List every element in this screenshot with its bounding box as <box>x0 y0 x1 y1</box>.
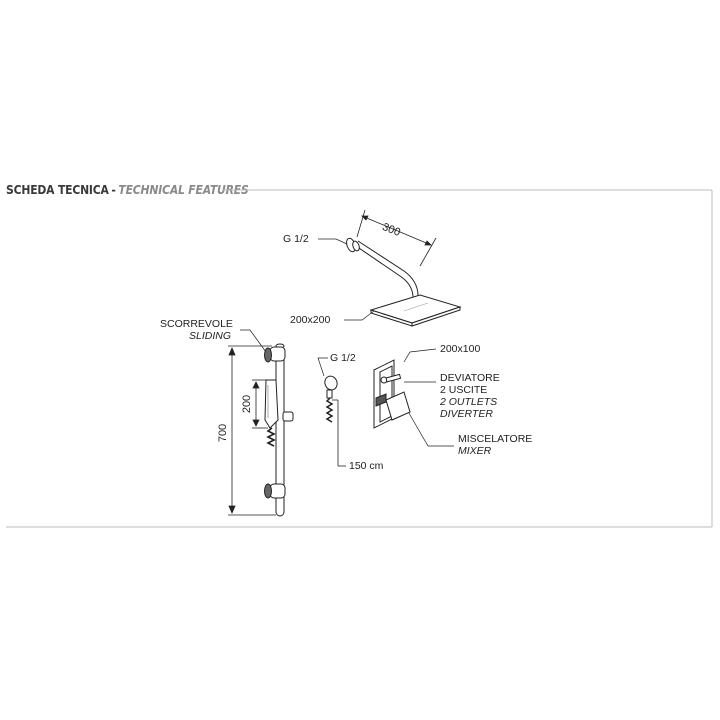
frame <box>6 190 712 527</box>
handshower-height-label: 200 <box>241 394 254 414</box>
hose-length-label: 150 cm <box>349 460 384 472</box>
sliding-rail-drawing <box>265 344 294 516</box>
header-title-it: SCHEDA TECNICA <box>6 183 109 197</box>
diverter-label: DIVERTER <box>440 408 493 420</box>
outlets-label: 2 OUTLETS <box>440 396 498 408</box>
scorrevole-label: SCORREVOLE <box>160 318 233 330</box>
sliding-label: SLIDING <box>189 330 232 342</box>
hose-dimension <box>332 400 346 466</box>
deviatore-label: DEVIATORE <box>440 372 500 384</box>
miscelatore-label: MISCELATORE <box>458 433 533 445</box>
outlet-thread-label: G 1/2 <box>330 352 356 364</box>
arm-thread-label: G 1/2 <box>283 233 309 245</box>
rail-height-label: 700 <box>217 423 230 443</box>
header-separator: - <box>111 183 116 197</box>
plate-size-label: 200x100 <box>440 343 481 355</box>
wall-outlet-drawing <box>323 374 339 422</box>
diverter-mixer-drawing <box>374 360 410 428</box>
head-size-label: 200x200 <box>290 314 331 326</box>
shower-arm-drawing <box>345 237 460 326</box>
header-title-en: TECHNICAL FEATURES <box>118 183 249 197</box>
uscite-label: 2 USCITE <box>440 384 488 396</box>
mixer-label: MIXER <box>458 445 492 457</box>
arm-length-label: 300 <box>380 221 403 240</box>
